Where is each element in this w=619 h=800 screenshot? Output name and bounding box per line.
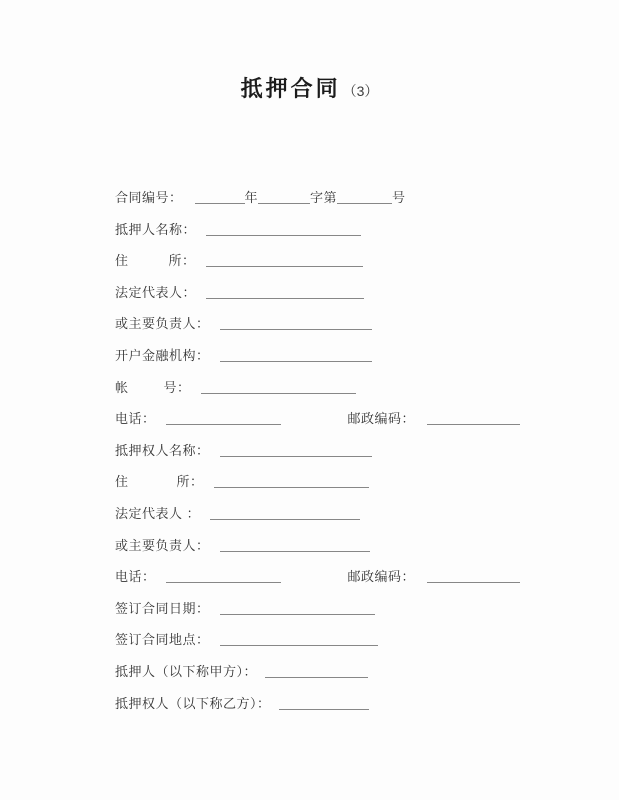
contract-number-year-label: 年 [244,190,259,205]
form-row-mortgagor-principal [115,316,535,348]
form-row-mortgagor-address [115,253,535,285]
mortgagee-legal-rep-label: 法定代表人 ： [115,505,201,521]
mortgagee-principal-blank [220,540,370,552]
mortgagor-principal-blank [220,318,372,330]
form-row-signing-place [115,632,535,664]
mortgagee-name-blank [220,445,372,457]
mortgagee-principal-label: 或主要负责人： [115,537,210,553]
signing-place-blank [220,634,378,646]
form-row-account-number [115,380,535,412]
mortgagor-principal-label: 或主要负责人： [115,316,210,332]
mortgagee-address-label-b: 所： [176,474,204,490]
party-a-label: 抵押人（以下称甲方）： [115,663,258,679]
account-number-label-b: 号： [163,379,191,395]
mortgagor-phone-blank [166,413,281,425]
document-title [0,72,619,103]
mortgagor-name-label: 抵押人名称： [115,221,197,237]
party-a-blank [265,666,368,678]
form-row-party-a [115,664,535,696]
account-number-blank [201,382,356,394]
mortgagor-legal-rep-blank [206,287,364,299]
mortgagor-name-blank [206,224,361,236]
contract-number-year-blank [195,192,245,204]
form-row-mortgagor-phone [115,411,535,443]
contract-number-hao-label: 号 [392,190,406,205]
form-row-contract-number [115,190,535,222]
form-row-bank [115,348,535,380]
contract-number-serial-blank [258,192,310,204]
form-row-mortgagee-address [115,474,535,506]
form-row-mortgagee-principal [115,538,535,570]
mortgagor-address-blank [206,255,363,267]
form-row-mortgagor-name [115,222,535,254]
mortgagee-phone-label: 电话： [115,569,156,585]
title-number: （3） [342,83,379,99]
mortgagor-legal-rep-label: 法定代表人： [115,284,197,300]
form-row-mortgagor-legal-rep [115,285,535,317]
mortgagee-legal-rep-blank [210,508,360,520]
mortgagee-postal-blank [427,571,520,583]
form-row-mortgagee-name [115,443,535,475]
party-b-blank [279,698,369,710]
signing-date-blank [220,603,375,615]
contract-number-no-blank [337,192,392,204]
mortgagee-phone-blank [166,571,281,583]
mortgagee-postal-label: 邮政编码： [347,569,416,585]
mortgagor-postal-blank [427,413,520,425]
form-row-mortgagee-phone [115,569,535,601]
mortgagor-phone-label: 电话： [115,411,156,427]
mortgagor-address-label-a: 住 [115,253,129,269]
bank-label: 开户金融机构： [115,347,210,363]
contract-form [115,190,535,727]
signing-date-label: 签订合同日期： [115,600,210,616]
form-row-party-b [115,696,535,728]
mortgagee-address-blank [214,476,369,488]
mortgagor-address-label-b: 所： [168,253,196,269]
contract-number-label: 合同编号： [115,190,183,205]
mortgagor-postal-label: 邮政编码： [347,411,416,427]
account-number-label-a: 帐 [115,379,129,395]
title-text: 抵押合同 [240,76,341,101]
form-row-mortgagee-legal-rep [115,506,535,538]
mortgagee-address-label-a: 住 [115,474,129,490]
bank-blank [220,350,372,362]
mortgagee-name-label: 抵押权人名称： [115,442,210,458]
signing-place-label: 签订合同地点： [115,632,210,648]
contract-number-serial-label: 字第 [310,190,338,205]
form-row-signing-date [115,601,535,633]
party-b-label: 抵押权人（以下称乙方）： [115,695,271,711]
